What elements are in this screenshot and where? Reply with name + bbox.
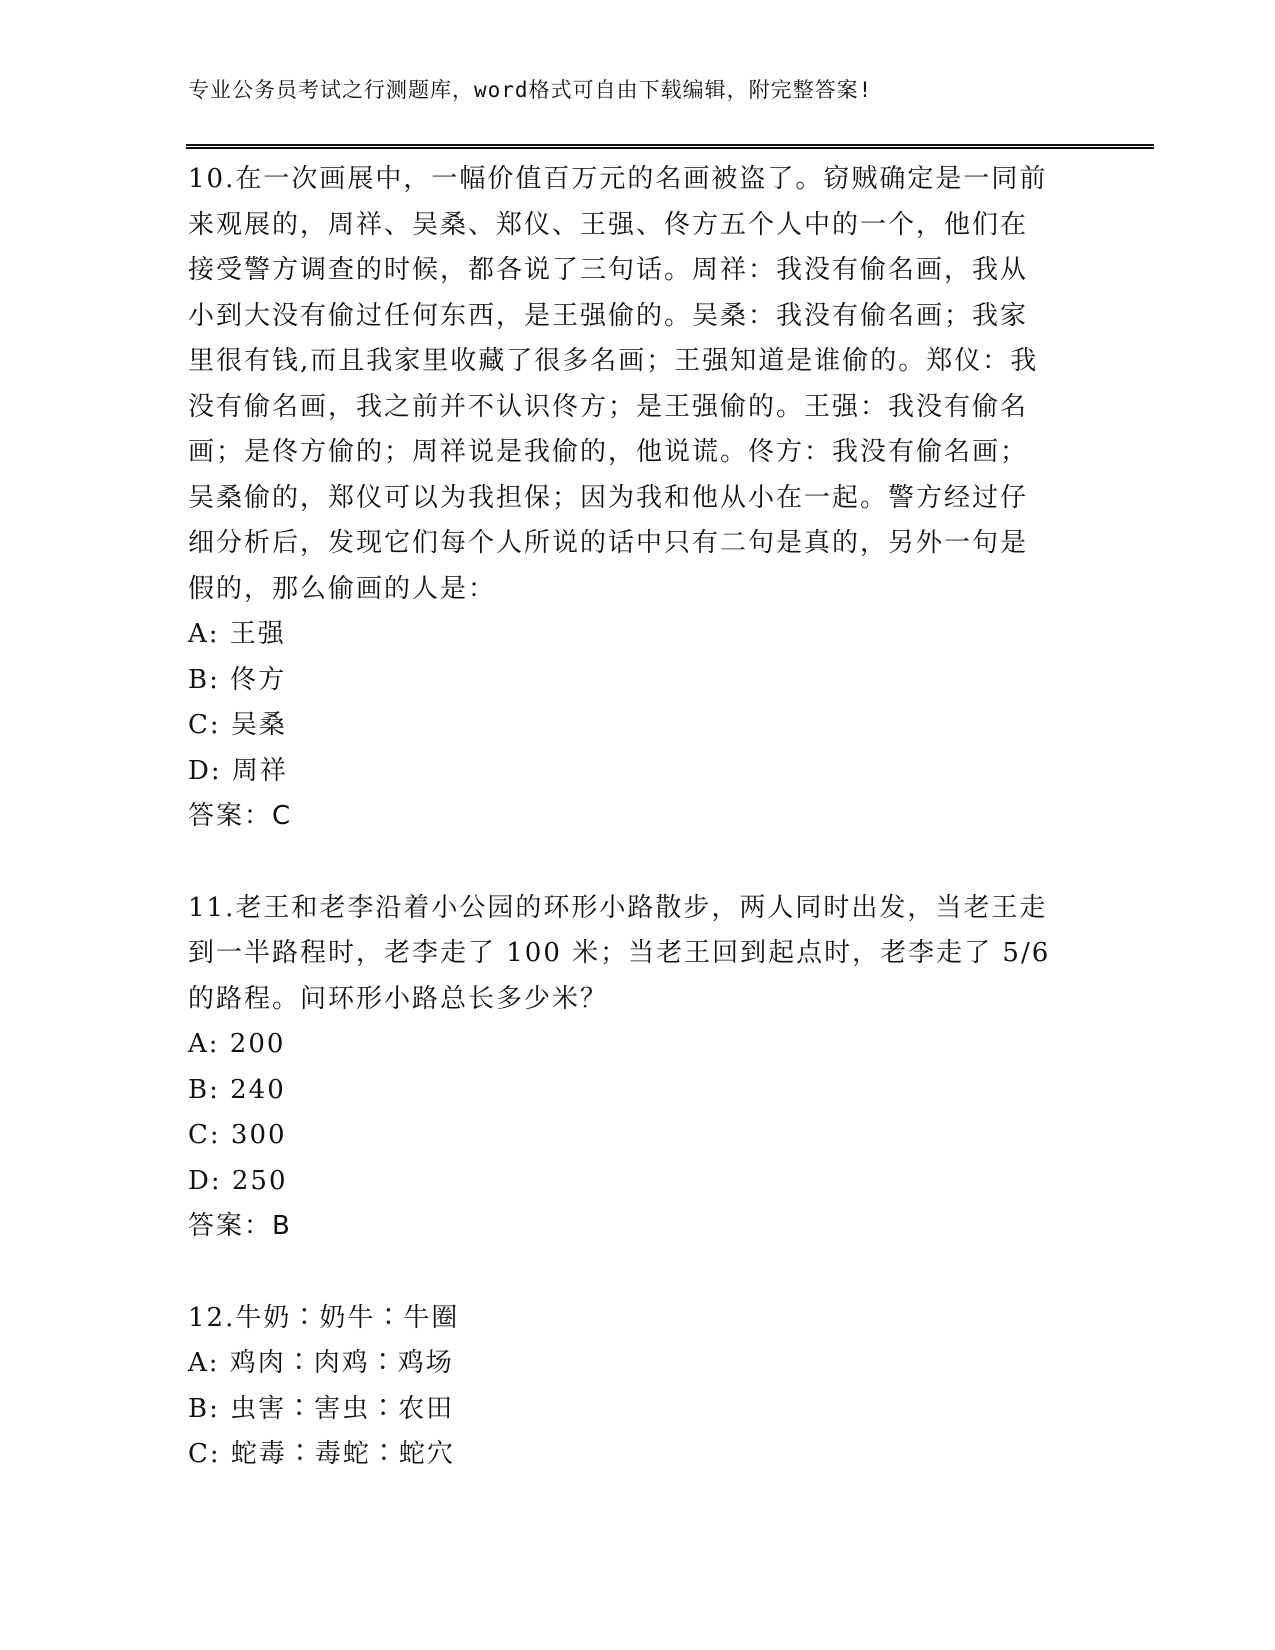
question-line: 小到大没有偷过任何东西，是王强偷的。吴桑：我没有偷名画；我家 [188,300,1029,331]
question-line: 接受警方调查的时候，都各说了三句话。周祥：我没有偷名画，我从 [188,255,1029,285]
question-line: 10.在一次画展中，一幅价值百万元的名画被盗了。窃贼确定是一同前 [188,164,1048,194]
question-line: 假的，那么偷画的人是： [188,573,497,604]
question-text [188,886,1088,1023]
question-line: 画；是佟方偷的；周祥说是我偷的，他说谎。佟方：我没有偷名画； [188,437,1029,467]
question-line: 吴桑偷的，郑仪可以为我担保；因为我和他从小在一起。警方经过仔 [188,482,1029,513]
option-a: A: 王强 [188,619,286,649]
option-c: C: 300 [188,1120,287,1150]
question-line: 来观展的，周祥、吴桑、郑仪、王强、佟方五个人中的一个，他们在 [188,209,1029,240]
option-d: D: 周祥 [188,755,288,786]
option-b: B: 240 [188,1074,286,1105]
question-line: 12.牛奶∶奶牛∶牛圈 [188,1302,460,1333]
question-12 [188,1296,1088,1478]
option-a: A: 200 [188,1029,286,1059]
option-d: D: 250 [188,1165,288,1196]
option-b: B: 佟方 [188,664,287,695]
answer-line: 答案：B [188,1211,292,1241]
option-c: C: 蛇毒∶毒蛇∶蛇穴 [188,1439,455,1469]
question-text [188,157,1088,612]
question-line: 没有偷名画，我之前并不认识佟方；是王强偷的。王强：我没有偷名 [188,391,1029,422]
document-body [188,157,1088,1478]
question-line: 到一半路程时，老李走了 100 米；当老王回到起点时，老李走了 5/6 [188,938,1051,968]
option-b: B: 虫害∶害虫∶农田 [188,1393,455,1424]
option-a: A: 鸡肉∶肉鸡∶鸡场 [188,1348,454,1378]
option-c: C: 吴桑 [188,710,287,740]
spacer [188,1250,1088,1296]
question-text [188,1296,1088,1342]
question-10 [188,157,1088,840]
question-11 [188,886,1088,1250]
question-line: 里很有钱,而且我家里收藏了很多名画；王强知道是谁偷的。郑仪：我 [188,346,1039,376]
question-line: 11.老王和老李沿着小公园的环形小路散步，两人同时出发，当老王走 [188,892,1048,923]
question-line: 的路程。问环形小路总长多少米？ [188,983,609,1014]
answer-line: 答案：C [188,801,293,831]
spacer [188,840,1088,886]
header-double-rule [186,144,1154,149]
question-line: 细分析后，发现它们每个人所说的话中只有二句是真的，另外一句是 [188,528,1029,558]
page-header: 专业公务员考试之行测题库，word格式可自由下载编辑，附完整答案! [188,78,873,102]
